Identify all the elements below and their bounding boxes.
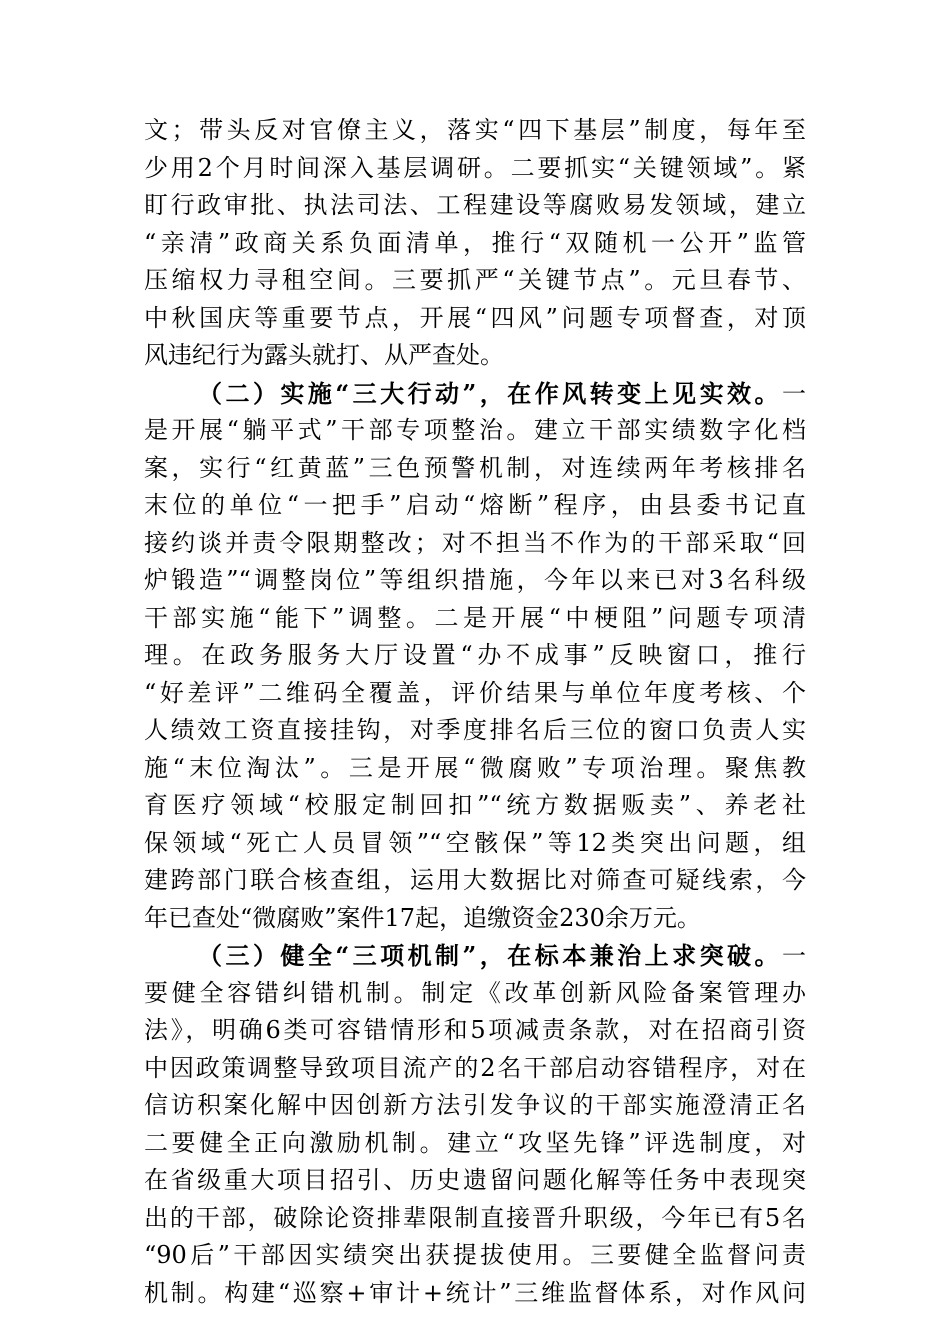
- section-heading: （二）实施“三大行动”，在作风转变上见实效。: [198, 378, 782, 408]
- text-line: 育医疗领域“校服定制回扣”“统方数据贩卖”、养老社: [144, 791, 806, 819]
- text-line: 少用2个月时间深入基层调研。二要抓实“关键领域”。紧: [144, 153, 806, 182]
- text-line: 接约谈并责令限期整改；对不担当不作为的干部采取“回: [144, 528, 806, 557]
- text-line: 要健全容错纠错机制。制定《改革创新风险备案管理办: [144, 978, 806, 1007]
- text-line: 建跨部门联合核查组，运用大数据比对筛查可疑线索，今: [144, 866, 806, 894]
- text-line: 盯行政审批、执法司法、工程建设等腐败易发领域，建立: [144, 191, 806, 219]
- text-line: 二要健全正向激励机制。建立“攻坚先锋”评选制度，对: [144, 1128, 806, 1157]
- text-line: 中秋国庆等重要节点，开展“四风”问题专项督查，对顶: [144, 303, 806, 332]
- text-line: 法》，明确6类可容错情形和5项减责条款，对在招商引资: [144, 1016, 806, 1044]
- text-line: “好差评”二维码全覆盖，评价结果与单位年度考核、个: [144, 678, 806, 707]
- heading-tail-text: 一: [782, 379, 806, 408]
- text-line: 炉锻造”“调整岗位”等组织措施，今年以来已对3名科级: [144, 566, 806, 594]
- paragraph-2: [144, 375, 806, 938]
- heading-line: [144, 937, 806, 975]
- paragraph-3: [144, 937, 806, 1312]
- text-line: 机制。构建“巡察+审计+统计”三维监督体系，对作风问: [144, 1278, 806, 1307]
- text-line: 案，实行“红黄蓝”三色预警机制，对连续两年考核排名: [144, 453, 806, 482]
- text-line: “亲清”政商关系负面清单，推行“双随机一公开”监管: [144, 228, 806, 257]
- document-page: [144, 112, 806, 1312]
- text-line: 风违纪行为露头就打、从严查处。: [144, 341, 504, 369]
- heading-tail-text: 一: [782, 942, 806, 970]
- text-line: 年已查处“微腐败”案件17起，追缴资金230余万元。: [144, 903, 701, 932]
- text-line: 在省级重大项目招引、历史遗留问题化解等任务中表现突: [144, 1166, 806, 1194]
- text-line: 理。在政务服务大厅设置“办不成事”反映窗口，推行: [144, 641, 806, 669]
- text-line: 文；带头反对官僚主义，落实“四下基层”制度，每年至: [144, 116, 806, 144]
- section-heading: （三）健全“三项机制”，在标本兼治上求突破。: [198, 941, 782, 970]
- text-line: 出的干部，破除论资排辈限制直接晋升职级，今年已有5名: [144, 1203, 806, 1232]
- text-line: 信访积案化解中因创新方法引发争议的干部实施澄清正名: [144, 1091, 806, 1119]
- text-line: 人绩效工资直接挂钩，对季度排名后三位的窗口负责人实: [144, 716, 806, 744]
- text-line: 干部实施“能下”调整。二是开展“中梗阻”问题专项清: [144, 603, 806, 632]
- text-line: 末位的单位“一把手”启动“熔断”程序，由县委书记直: [144, 491, 806, 519]
- text-line: 保领域“死亡人员冒领”“空骸保”等12类突出问题，组: [144, 828, 806, 857]
- text-line: 中因政策调整导致项目流产的2名干部启动容错程序，对在: [144, 1053, 806, 1082]
- text-line: 是开展“躺平式”干部专项整治。建立干部实绩数字化档: [144, 416, 806, 444]
- paragraph-1: [144, 112, 806, 375]
- text-line: 压缩权力寻租空间。三要抓严“关键节点”。元旦春节、: [144, 266, 806, 294]
- text-line: 施“末位淘汰”。三是开展“微腐败”专项治理。聚焦教: [144, 753, 806, 782]
- heading-line: [144, 375, 806, 413]
- text-line: “90后”干部因实绩突出获提拔使用。三要健全监督问责: [144, 1241, 806, 1269]
